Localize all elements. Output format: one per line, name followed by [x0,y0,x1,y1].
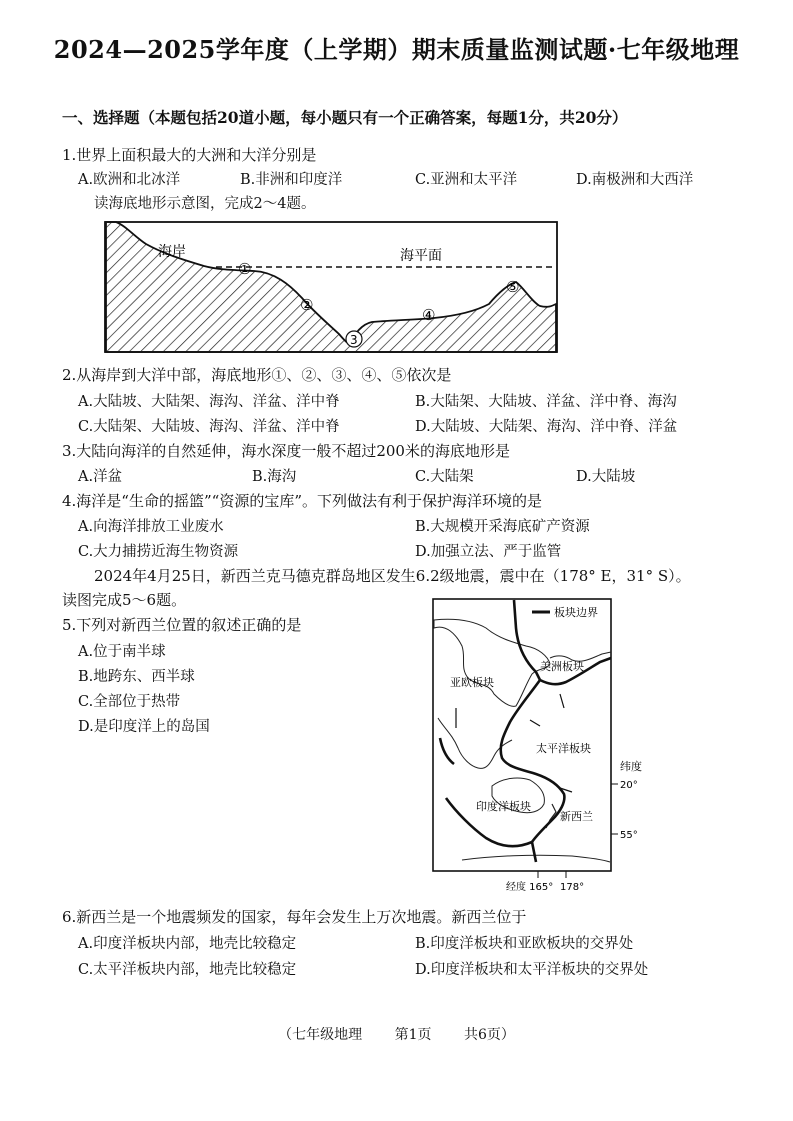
footer-subject: （七年级地理 [278,1027,363,1043]
label-american-plate: 美洲板块 [540,660,584,673]
question-6-option-d: D.印度洋板块和太平洋板块的交界处 [415,962,649,978]
question-2-option-d: D.大陆坡、大陆架、海沟、洋中脊、洋盆 [415,419,678,435]
seabed-terrain [106,222,556,352]
question-3-option-a: A.洋盆 [78,469,123,485]
sea-level-label: 海平面 [400,248,442,264]
map-frame [433,599,611,871]
label-pacific-plate: 太平洋板块 [536,742,591,755]
label-eurasian-plate: 亚欧板块 [450,676,494,689]
label-new-zealand: 新西兰 [560,810,593,823]
marker-5: ⑤ [506,278,520,296]
page-title: 2024—2025学年度（上学期）期末质量监测试题·七年级地理 [53,35,740,64]
question-1-option-c: C.亚洲和太平洋 [415,172,518,188]
intro-5-6-line2: 读图完成5～6题。 [62,591,187,609]
question-5-option-d: D.是印度洋上的岛国 [78,719,210,735]
intro-5-6-line1: 2024年4月25日，新西兰克马德克群岛地区发生6.2级地震，震中在（178° E，31° S）。 [94,567,691,585]
question-1-option-a: A.欧洲和北冰洋 [78,172,181,188]
marker-4: ④ [422,306,436,324]
question-4-option-c: C.大力捕捞近海生物资源 [78,544,239,560]
question-5-option-b: B.地跨东、西半球 [78,669,195,685]
footer-page: 第1页 [394,1027,432,1043]
question-4-option-b: B.大规模开采海底矿产资源 [415,519,590,535]
question-6-option-a: A.印度洋板块内部，地壳比较稳定 [78,936,297,952]
question-5-option-c: C.全部位于热带 [78,694,181,710]
lat-20-label: 20° [620,780,638,791]
question-1-option-d: D.南极洲和大西洋 [576,172,694,188]
question-4-option-d: D.加强立法、严于监管 [415,544,562,560]
question-3-option-b: B.海沟 [252,469,297,485]
question-4-option-a: A.向海洋排放工业废水 [78,519,224,535]
question-3-option-d: D.大陆坡 [576,469,636,485]
plate-map [432,598,648,894]
question-3-option-c: C.大陆架 [415,469,474,485]
question-1-option-b: B.非洲和印度洋 [240,172,343,188]
page-footer [0,1024,793,1044]
marker-2: ② [300,296,314,314]
latitude-label: 纬度 [620,760,642,773]
label-indian-plate: 印度洋板块 [476,800,531,813]
question-6-option-c: C.太平洋板块内部，地壳比较稳定 [78,962,297,978]
marker-3: 3 [350,333,358,347]
lat-55-label: 55° [620,830,638,841]
question-1-stem: 1.世界上面积最大的大洲和大洋分别是 [62,146,317,164]
question-6-stem: 6.新西兰是一个地震频发的国家，每年会发生上万次地震。新西兰位于 [62,908,527,926]
question-3-stem: 3.大陆向海洋的自然延伸，海水深度一般不超过200米的海底地形是 [62,442,510,460]
question-5-option-a: A.位于南半球 [78,644,166,660]
question-4-stem: 4.海洋是“生命的摇篮”“资源的宝库”。下列做法有利于保护海洋环境的是 [62,492,542,510]
question-2-option-a: A.大陆坡、大陆架、海沟、洋盆、洋中脊 [78,394,340,410]
legend-label: 板块边界 [554,606,598,619]
question-2-option-c: C.大陆架、大陆坡、海沟、洋盆、洋中脊 [78,419,340,435]
question-2-stem: 2.从海岸到大洋中部，海底地形①、②、③、④、⑤依次是 [62,366,452,384]
footer-total: 共6页） [463,1027,515,1043]
coast-label: 海岸 [158,244,186,260]
section-heading: 一、选择题（本题包括20道小题，每小题只有一个正确答案，每题1分，共20分） [62,108,628,127]
question-2-option-b: B.大陆架、大陆坡、洋盆、洋中脊、海沟 [415,394,677,410]
question-5-stem: 5.下列对新西兰位置的叙述正确的是 [62,616,302,634]
marker-1: ① [238,260,252,278]
question-6-option-b: B.印度洋板块和亚欧板块的交界处 [415,936,634,952]
longitude-label: 经度 165° [506,882,554,893]
lon-178-label: 178° [560,882,585,893]
intro-2-4: 读海底地形示意图，完成2～4题。 [94,196,316,212]
seabed-diagram [104,218,560,358]
